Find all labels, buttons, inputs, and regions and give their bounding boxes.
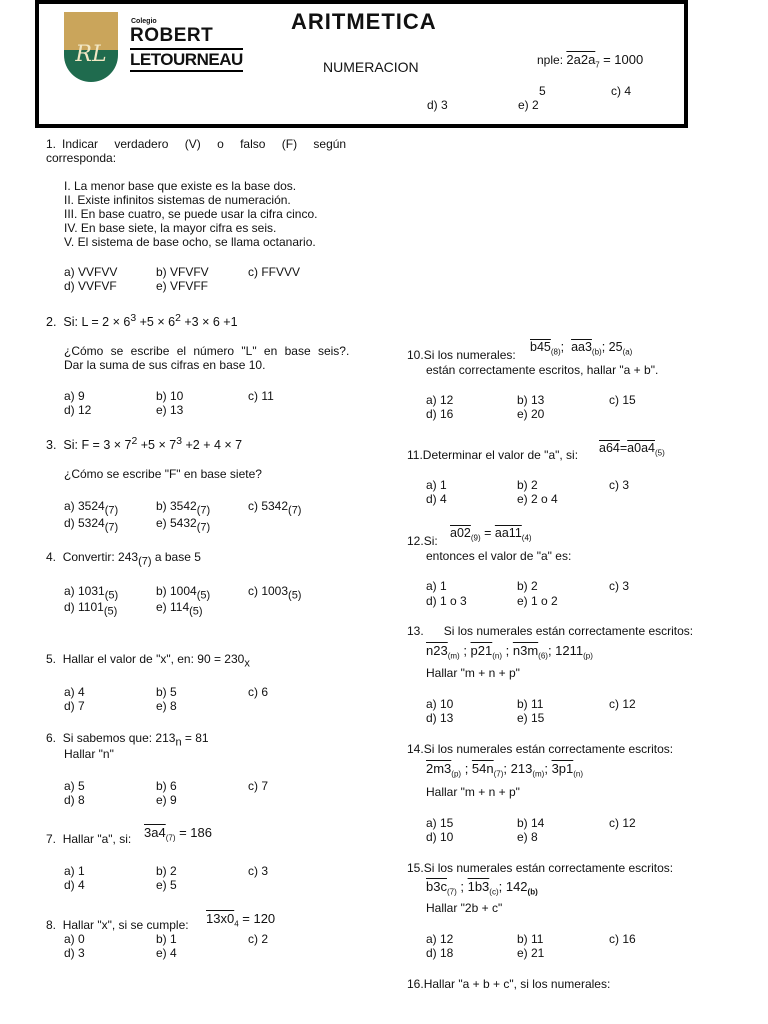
header-box [35, 0, 688, 128]
q1-option: c) FFVVV [248, 265, 301, 279]
q12-option: d) 1 o 3 [426, 594, 467, 608]
q5-option: e) 8 [156, 699, 177, 713]
q13-option: d) 13 [426, 711, 454, 725]
q14-option: c) 12 [609, 816, 636, 830]
q4-option: a) $1031_{(5)}$ [64, 584, 119, 602]
q6-option: c) 7 [248, 779, 269, 793]
q10-body: están correctamente escritos, hallar "a + b". [426, 363, 659, 377]
q8-option: a) 0 [64, 932, 85, 946]
q3-prompt: 3. Si: $F = 3 \times 7^2 +5 \times 7^3 +2 + 4 \times 7$ [46, 436, 243, 453]
q7-option: d) 4 [64, 878, 85, 892]
q13-option: c) 12 [609, 697, 636, 711]
q7-equation: $3a4_{(7)} = 186$ [144, 825, 212, 843]
q7-option: e) 5 [156, 878, 177, 892]
q2-option: d) 12 [64, 403, 92, 417]
q13-option: e) 15 [517, 711, 545, 725]
q11-option: a) 1 [426, 478, 447, 492]
q8-option: c) 2 [248, 932, 269, 946]
q6-body: Hallar "n" [64, 747, 114, 761]
q6-option: e) 9 [156, 793, 177, 807]
school-label: Colegio [131, 18, 157, 25]
q15-option: e) 21 [517, 946, 545, 960]
q12-prompt: 12.Si: [407, 534, 438, 548]
q15-option: a) 12 [426, 932, 454, 946]
q2-option: b) 10 [156, 389, 184, 403]
q14-body: Hallar "m + n + p" [426, 785, 520, 799]
q7-option: c) 3 [248, 864, 269, 878]
q6-prompt: 6. Si sabemos que: $213_n = 81$ [46, 731, 209, 749]
q3-body: ¿Cómo se escribe "F" en base siete? [64, 467, 262, 481]
q4-option: d) $1101_{(5)}$ [64, 600, 118, 618]
q11-equation: $a64=a0a4_{(5)}$ [599, 441, 665, 458]
q15-numerals: $b3c_{(7)}$ ; $1b3_{(c)}$; $142_{(b)}$ [426, 879, 538, 897]
q15-option: c) 16 [609, 932, 636, 946]
q6-option: a) 5 [64, 779, 85, 793]
overlap-opt: c) 4 [611, 84, 632, 98]
q1-prompt: 1. Indicar verdadero (V) o falso (F) según [46, 137, 347, 151]
q8-equation: $13x0_4 = 120$ [206, 911, 276, 929]
q14-option: b) 14 [517, 816, 545, 830]
q2-option: e) 13 [156, 403, 184, 417]
q10-option: a) 12 [426, 393, 454, 407]
page-title: ARITMETICA [291, 9, 437, 34]
overlap-opt: 5 [539, 84, 546, 98]
q6-option: b) 6 [156, 779, 177, 793]
q10-option: b) 13 [517, 393, 545, 407]
q12-option: a) 1 [426, 579, 447, 593]
q8-option: b) 1 [156, 932, 177, 946]
q14-option: e) 8 [517, 830, 538, 844]
q10-numerals: $b45_{(8)}$; $aa3_{(b)}$; $25_{(a)}$ [530, 340, 633, 357]
q3-option: b) $3542_{(7)}$ [156, 499, 211, 517]
q13-option: b) 11 [517, 697, 544, 711]
q1-option: b) VFVFV [156, 265, 209, 279]
q2-option: a) 9 [64, 389, 85, 403]
q12-option: c) 3 [609, 579, 630, 593]
q13-option: a) 10 [426, 697, 454, 711]
q14-option: a) 15 [426, 816, 454, 830]
q11-option: b) 2 [517, 478, 538, 492]
q7-option: b) 2 [156, 864, 177, 878]
q1-prompt-2: corresponda: [46, 151, 117, 165]
overlap-text: nple: $2a2a_7 = 1000$ [537, 52, 644, 70]
school-name-2: LETOURNEAU [130, 48, 243, 72]
q1-statement: IV. En base siete, la mayor cifra es seis. [64, 221, 277, 235]
q1-statement: I. La menor base que existe es la base dos. [64, 179, 297, 193]
q3-option: c) $5342_{(7)}$ [248, 499, 302, 517]
q4-prompt: 4. Convertir: $243_{(7)}$ a base 5 [46, 550, 201, 568]
q1-statement: III. En base cuatro, se puede usar la cifra cinco. [64, 207, 318, 221]
q5-option: b) 5 [156, 685, 177, 699]
q4-option: c) $1003_{(5)}$ [248, 584, 302, 602]
q2-body: ¿Cómo se escribe el número "L" en base seis?. [64, 344, 350, 358]
q12-body: entonces el valor de "a" es: [426, 549, 572, 563]
q6-option: d) 8 [64, 793, 85, 807]
q5-option: c) 6 [248, 685, 269, 699]
q11-option: e) 2 o 4 [517, 492, 558, 506]
q12-option: e) 1 o 2 [517, 594, 558, 608]
q10-option: c) 15 [609, 393, 636, 407]
q8-option: e) 4 [156, 946, 177, 960]
q10-prompt: 10.Si los numerales: [407, 348, 516, 362]
page-subtitle: NUMERACION [323, 59, 419, 75]
q11-option: c) 3 [609, 478, 630, 492]
q3-option: a) $3524_{(7)}$ [64, 499, 119, 517]
q5-prompt: 5. Hallar el valor de "x", en: $90 = 230_x$ [46, 652, 250, 670]
q1-option: d) VVFVF [64, 279, 117, 293]
q10-option: e) 20 [517, 407, 545, 421]
q1-statement: II. Existe infinitos sistemas de numeración. [64, 193, 291, 207]
q3-option: d) $5324_{(7)}$ [64, 516, 119, 534]
q15-prompt: 15.Si los numerales están correctamente escritos: [407, 861, 674, 875]
q16-prompt: 16.Hallar "a + b + c", si los numerales: [407, 977, 611, 991]
overlap-opt: d) 3 [427, 98, 448, 112]
q15-body: Hallar "2b + c" [426, 901, 503, 915]
q14-numerals: $2m3_{(p)}$ ; $54n_{(7)}$; $213_{(m)}$; $3p1_{(n)}$ [426, 761, 584, 779]
q1-option: a) VVFVV [64, 265, 118, 279]
q13-numerals: $n23_{(m)}$ ; $p21_{(n)}$ ; $n3m_{(6)}$; $1211_{(p)}$ [426, 643, 593, 661]
q15-option: b) 11 [517, 932, 544, 946]
q11-option: d) 4 [426, 492, 447, 506]
q15-option: d) 18 [426, 946, 454, 960]
q13-prompt: 13. Si los numerales están correctamente escritos: [407, 624, 694, 638]
q2-body-2: Dar la suma de sus cifras en base 10. [64, 358, 266, 372]
q1-statement: V. El sistema de base ocho, se llama octanario. [64, 235, 316, 249]
q8-prompt: 8. Hallar "x", si se cumple: [46, 918, 189, 932]
q12-equation: $a02_{(9)} = aa11_{(4)}$ [450, 526, 532, 543]
school-name: ROBERT [130, 25, 214, 46]
q1-option: e) VFVFF [156, 279, 209, 293]
q7-option: a) 1 [64, 864, 85, 878]
q8-option: d) 3 [64, 946, 85, 960]
q3-option: e) $5432_{(7)}$ [156, 516, 211, 534]
q5-option: a) 4 [64, 685, 85, 699]
school-logo: RL [64, 12, 118, 82]
q12-option: b) 2 [517, 579, 538, 593]
q5-option: d) 7 [64, 699, 85, 713]
q14-option: d) 10 [426, 830, 454, 844]
q14-prompt: 14.Si los numerales están correctamente escritos: [407, 742, 674, 756]
q13-body: Hallar "m + n + p" [426, 666, 520, 680]
q7-prompt: 7. Hallar "a", si: [46, 832, 132, 846]
overlap-opt: e) 2 [518, 98, 539, 112]
q10-option: d) 16 [426, 407, 454, 421]
q2-prompt: 2. Si: $L = 2 \times 6^3 +5 \times 6^2 +3 \times 6 +1$ [46, 313, 238, 330]
q4-option: b) $1004_{(5)}$ [156, 584, 211, 602]
q11-prompt: 11.Determinar el valor de "a", si: [407, 448, 579, 462]
q4-option: e) $114_{(5)}$ [156, 600, 203, 618]
q2-option: c) 11 [248, 389, 274, 403]
